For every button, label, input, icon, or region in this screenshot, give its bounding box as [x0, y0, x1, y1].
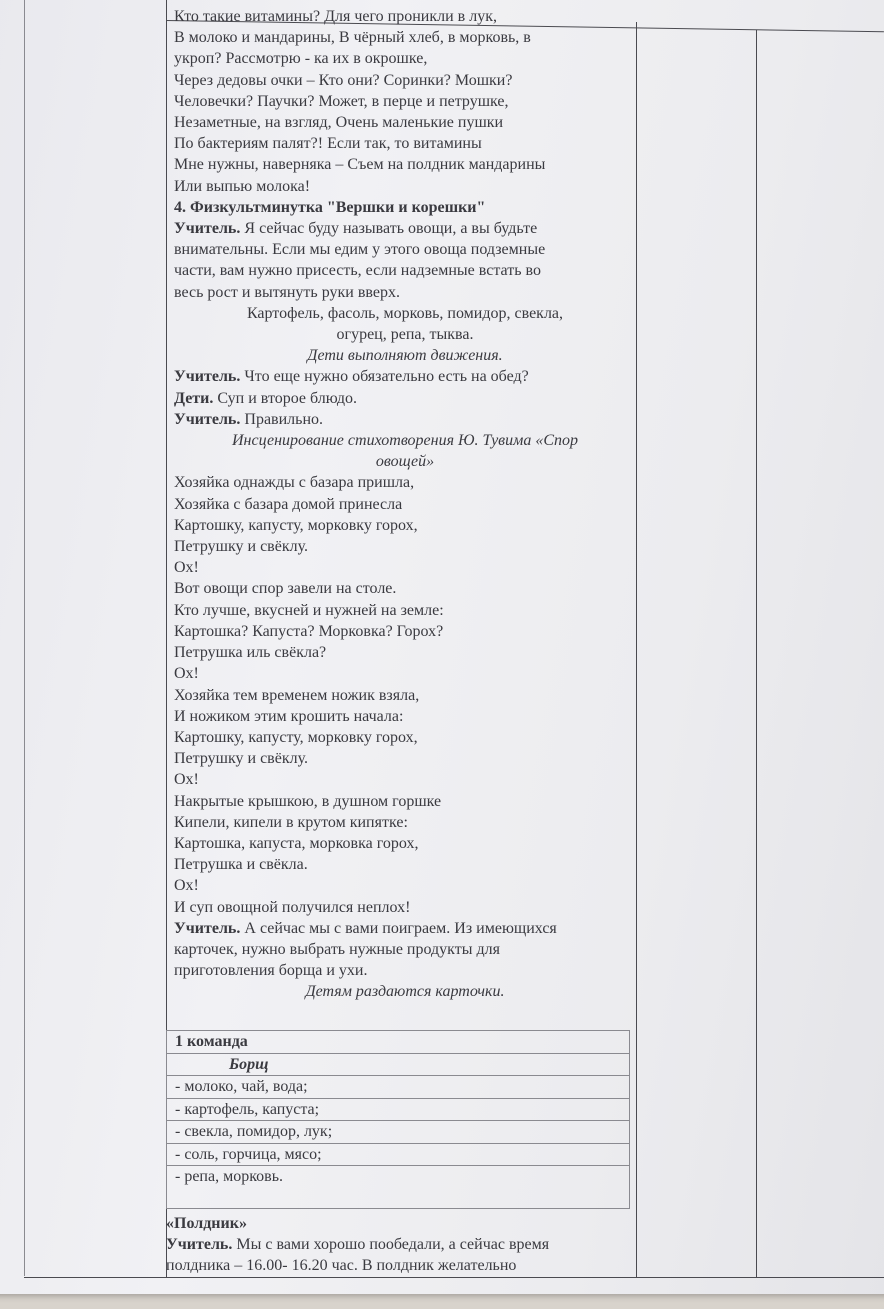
staging-title: Инсценирование стихотворения Ю. Тувима «Спор — [232, 432, 578, 450]
poem-line: Ох! — [174, 665, 199, 683]
poem-line: Картошка, капуста, морковка горох, — [174, 834, 419, 852]
poem-line: Петрушку и свёклу. — [174, 750, 308, 768]
page-margin-left — [24, 0, 25, 1276]
teacher-line: Учитель. Мы с вами хорошо пообедали, а сейчас время — [166, 1236, 550, 1254]
vegetables-line: Картофель, фасоль, морковь, помидор, свекла, — [246, 304, 564, 322]
poem-line: И суп овощной получился неплох! — [174, 898, 411, 916]
poem-line: Хозяйка однажды с базара пришла, — [174, 474, 415, 492]
speaker-label: Дети. — [174, 389, 214, 407]
table-border-col3 — [756, 30, 757, 1278]
poem-line: Картошка? Капуста? Морковка? Горох? — [174, 622, 444, 640]
children-line: Дети. Суп и второе блюдо. — [174, 389, 358, 407]
snack-section — [166, 1213, 636, 1277]
speaker-label: Учитель. — [174, 410, 241, 428]
poem-line: Картошку, капусту, морковку горох, — [174, 728, 418, 746]
poem-line: В молоко и мандарины, В чёрный хлеб, в морковь, в — [174, 29, 531, 47]
card-item: - репа, морковь. — [167, 1166, 629, 1209]
card-dish: Борщ — [167, 1054, 629, 1077]
poem-line: Ох! — [174, 771, 199, 789]
text-line: внимательны. Если мы едим у этого овоща подземные — [174, 241, 546, 259]
teacher-line: Учитель. Что еще нужно обязательно есть на обед? — [174, 368, 529, 386]
speaker-label: Учитель. — [166, 1236, 233, 1254]
poem-line: По бактериям палят?! Если так, то витамины — [174, 135, 482, 153]
teacher-line: Учитель. Правильно. — [174, 410, 324, 428]
text-line: весь рост и вытянуть руки вверх. — [174, 283, 400, 301]
poem-line: Ох! — [174, 877, 199, 895]
card-item: - картофель, капуста; — [167, 1099, 629, 1122]
text-line: приготовления борща и ухи. — [174, 962, 368, 980]
speaker-label: Учитель. — [174, 220, 241, 238]
poem-line: Или выпью молока! — [174, 177, 311, 195]
text-line: части, вам нужно присесть, если надземные встать во — [174, 262, 541, 280]
poem-line: Мне нужны, наверняка – Съем на полдник мандарины — [174, 156, 546, 174]
staging-title: овощей» — [375, 453, 435, 471]
card-item: - молоко, чай, вода; — [167, 1076, 629, 1099]
stage-direction: Детям раздаются карточки. — [305, 983, 505, 1001]
teacher-line: Учитель. А сейчас мы с вами поиграем. Из имеющихся — [174, 919, 557, 937]
poem-line: Петрушку и свёклу. — [174, 538, 308, 556]
text-line: карточек, нужно выбрать нужные продукты для — [174, 940, 500, 958]
text-line: полдника – 16.00- 16.20 час. В полдник желательно — [166, 1257, 517, 1275]
poem-line: Ох! — [174, 559, 199, 577]
poem-line: Хозяйка тем временем ножик взяла, — [174, 686, 420, 704]
poem-line: Незаметные, на взгляд, Очень маленькие пушки — [174, 114, 504, 132]
speaker-label: Учитель. — [174, 368, 241, 386]
section-heading: 4. Физкультминутка "Вершки и корешки" — [174, 198, 486, 216]
poem-line: Накрытые крышкою, в душном горшке — [174, 792, 442, 810]
card-item: - свекла, помидор, лук; — [167, 1121, 629, 1144]
teacher-line: Учитель. Я сейчас буду называть овощи, а вы будьте — [174, 220, 538, 238]
poem-line: Хозяйка с базара домой принесла — [174, 495, 403, 513]
card-team: 1 команда — [167, 1030, 629, 1054]
poem-line: Кипели, кипели в крутом кипятке: — [174, 813, 408, 831]
poem-line: Петрушка и свёкла. — [174, 856, 308, 874]
poem-line: Через дедовы очки – Кто они? Соринки? Мошки? — [174, 71, 513, 89]
poem-line: Человечки? Паучки? Может, в перце и петрушке, — [174, 92, 509, 110]
poem-line: Картошку, капусту, морковку горох, — [174, 516, 418, 534]
poem-line: Петрушка иль свёкла? — [174, 644, 327, 662]
vegetables-line: огурец, репа, тыква. — [336, 326, 474, 344]
table-border-col2 — [636, 22, 637, 1278]
stage-direction: Дети выполняют движения. — [307, 347, 503, 365]
lesson-text — [174, 6, 636, 1003]
card-item: - соль, горчица, мясо; — [167, 1144, 629, 1167]
poem-line: И ножиком этим крошить начала: — [174, 707, 404, 725]
card-table — [166, 1030, 630, 1209]
poem-line: Вот овощи спор завели на столе. — [174, 580, 397, 598]
poem-line: Кто такие витамины? Для чего проникли в лук, — [174, 8, 497, 25]
table-bottom-rule — [24, 1277, 884, 1278]
section-heading: «Полдник» — [166, 1215, 247, 1232]
speaker-label: Учитель. — [174, 919, 241, 937]
poem-line: укроп? Рассмотрю - ка их в окрошке, — [174, 50, 428, 68]
poem-line: Кто лучше, вкусней и нужней на земле: — [174, 601, 444, 619]
